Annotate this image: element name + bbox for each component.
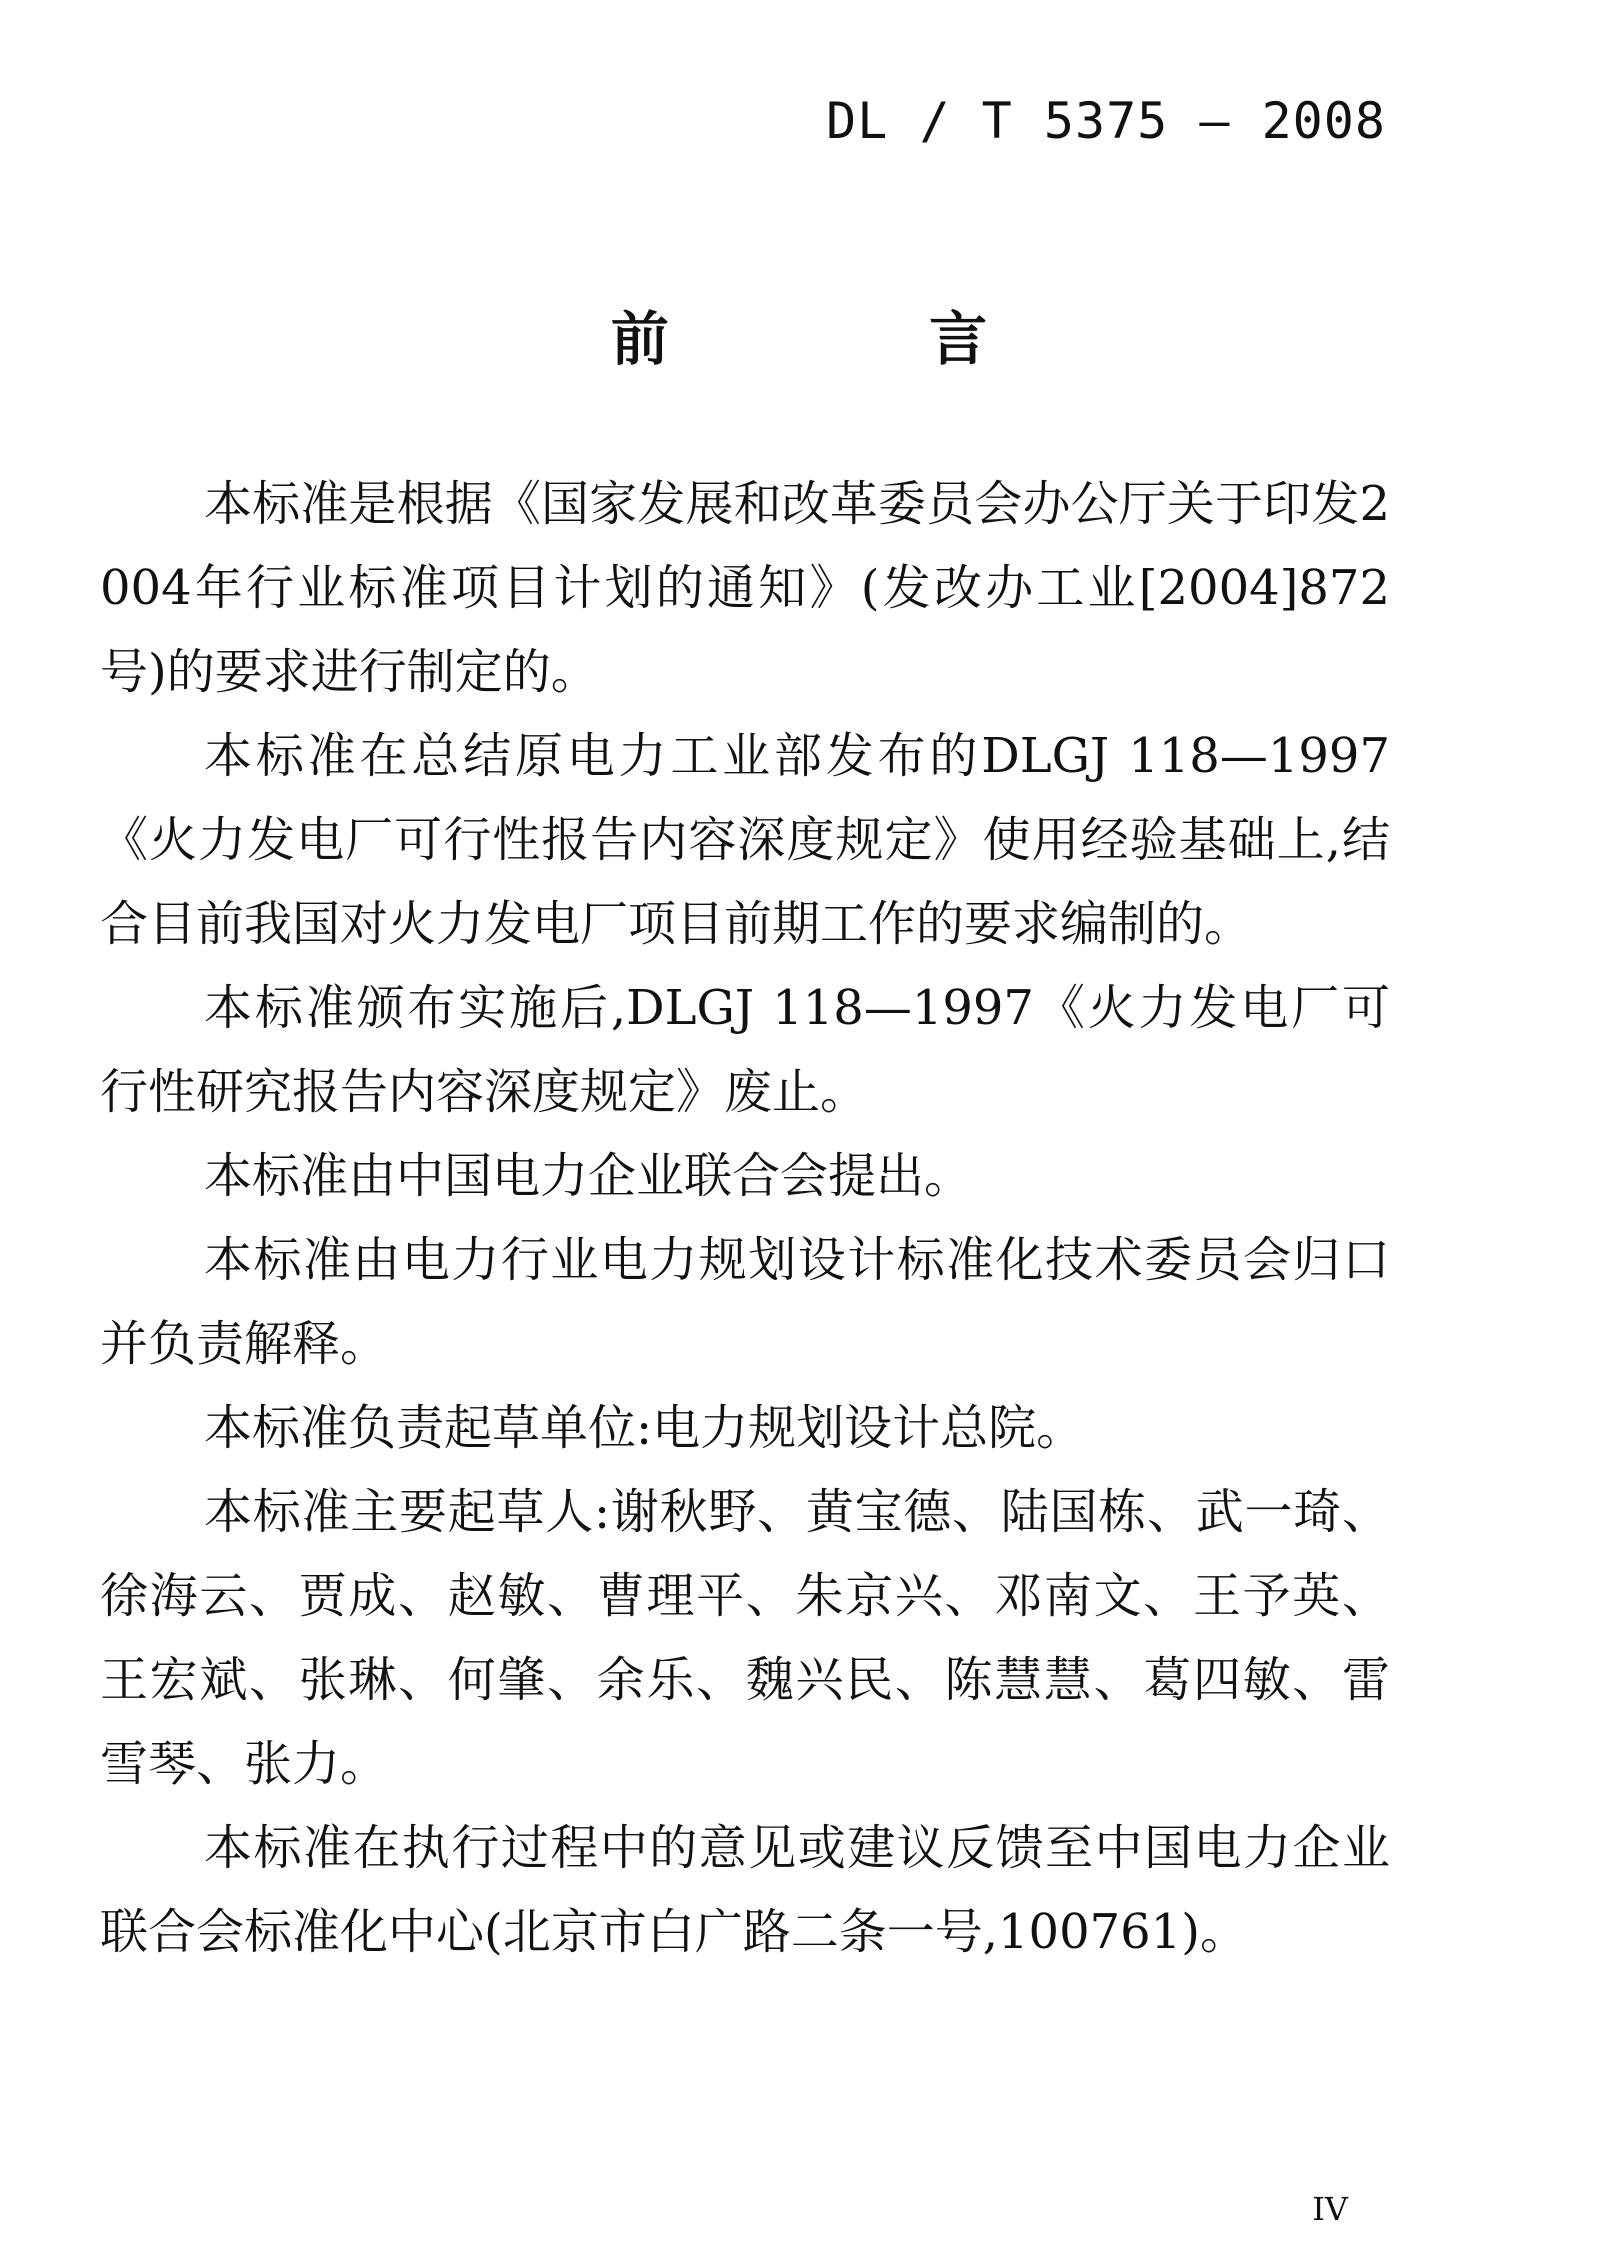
paragraph: 本标准负责起草单位:电力规划设计总院。 — [204, 1400, 1085, 1456]
paragraph: 本标准由电力行业电力规划设计标准化技术委员会归口并负责解释。 — [100, 1232, 1390, 1372]
paragraph: 本标准是根据《国家发展和改革委员会办公厅关于印发2004年行业标准项目计划的通知》(发改办工业[2004]872号)的要求进行制定的。 — [100, 476, 1390, 700]
paragraph: 本标准颁布实施后,DLGJ 118—1997《火力发电厂可行性研究报告内容深度规定》废止。 — [100, 980, 1390, 1120]
standard-code: DL / T 5375 — 2008 — [826, 92, 1386, 150]
page-number: IV — [1312, 2190, 1348, 2228]
paragraph: 本标准在总结原电力工业部发布的DLGJ 118—1997《火力发电厂可行性报告内容深度规定》使用经验基础上,结合目前我国对火力发电厂项目前期工作的要求编制的。 — [100, 728, 1390, 952]
preface-body — [100, 462, 1390, 1974]
paragraph: 本标准主要起草人:谢秋野、黄宝德、陆国栋、武一琦、徐海云、贾成、赵敏、曹理平、朱京兴、邓南文、王予英、王宏斌、张琳、何肇、余乐、魏兴民、陈慧慧、葛四敏、雷雪琴、张力。 — [100, 1484, 1390, 1792]
paragraph: 本标准在执行过程中的意见或建议反馈至中国电力企业联合会标准化中心(北京市白广路二条一号,100761)。 — [100, 1820, 1390, 1960]
paragraph: 本标准由中国电力企业联合会提出。 — [204, 1148, 973, 1204]
page-title: 前 言 — [610, 305, 1108, 373]
